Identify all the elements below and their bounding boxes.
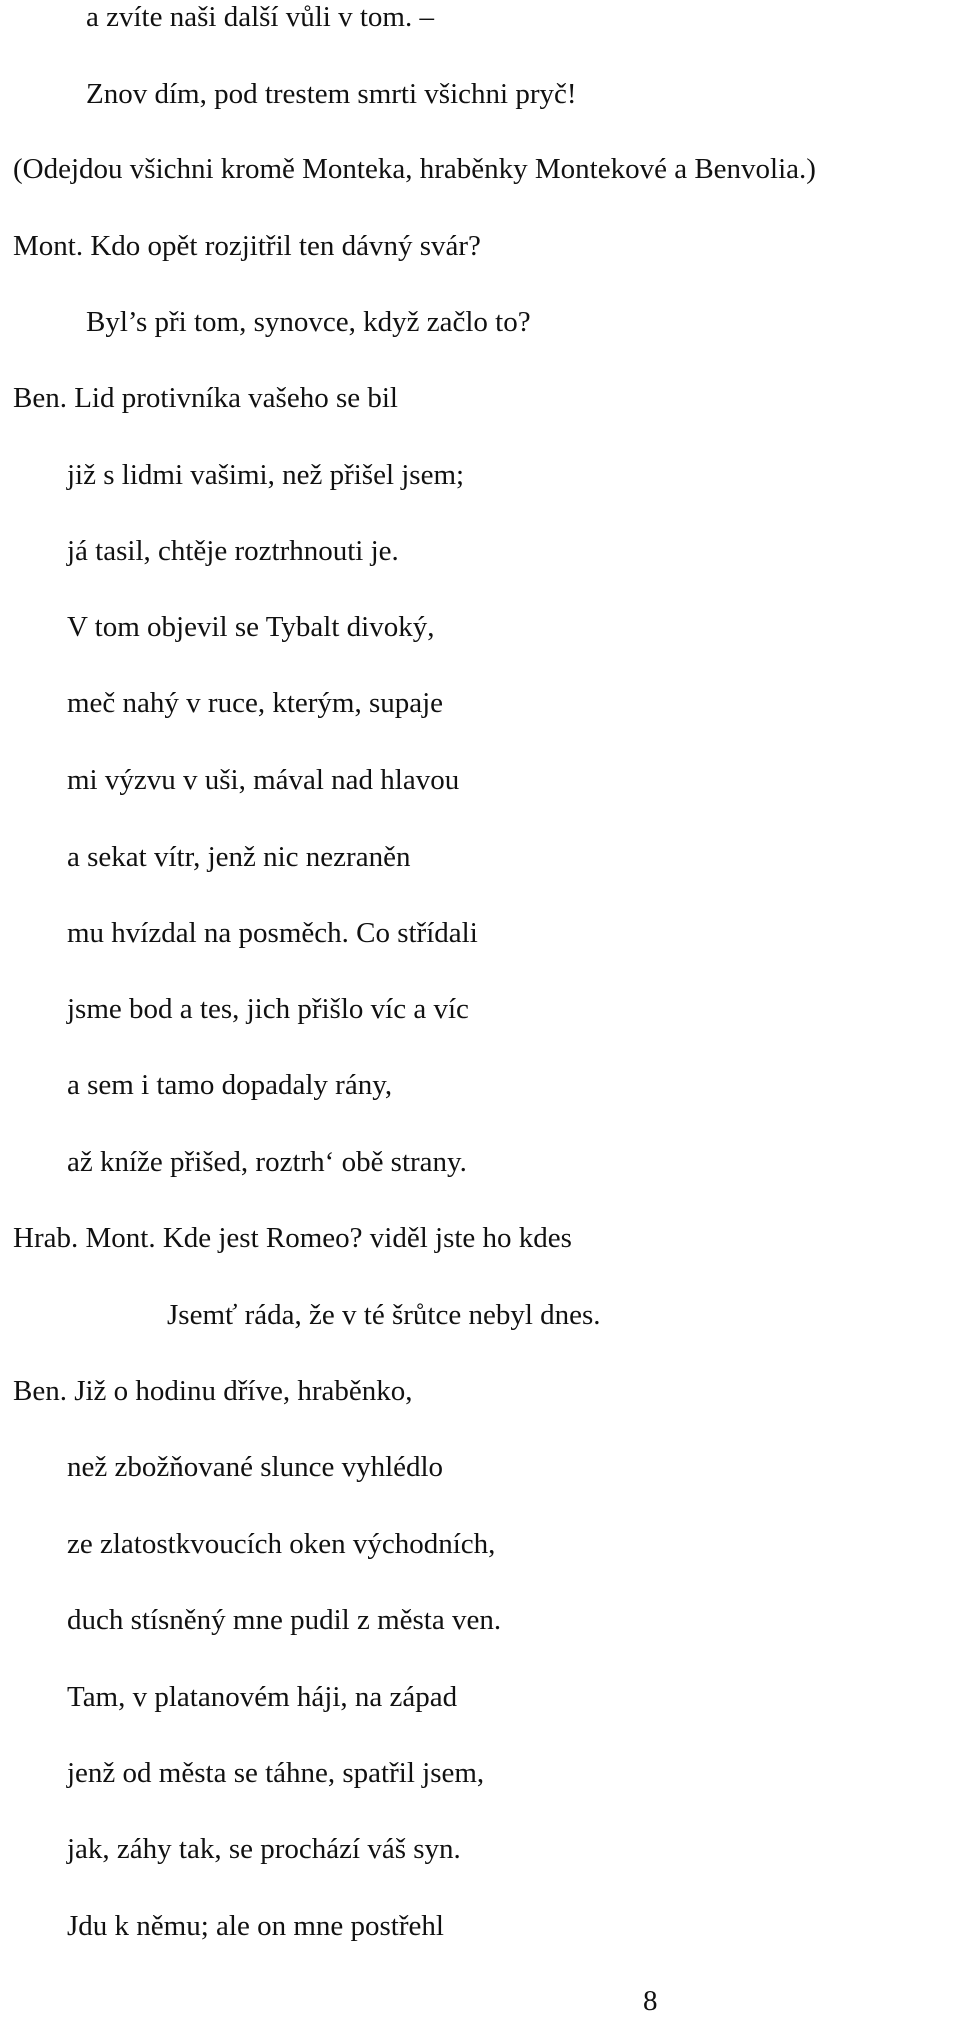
text-line: já tasil, chtěje roztrhnouti je. <box>67 535 399 567</box>
text-line: až kníže přišed, roztrh‘ obě strany. <box>67 1146 467 1178</box>
text-line: ze zlatostkvoucích oken východních, <box>67 1528 496 1560</box>
text-line: a sekat vítr, jenž nic nezraněn <box>67 841 411 873</box>
text-line: než zbožňované slunce vyhlédlo <box>67 1451 444 1483</box>
text-line: Mont. Kdo opět rozjitřil ten dávný svár? <box>13 230 481 262</box>
text-line: mi výzvu v uši, mával nad hlavou <box>67 764 460 796</box>
text-line: jak, záhy tak, se prochází váš syn. <box>67 1833 461 1865</box>
text-line: Znov dím, pod trestem smrti všichni pryč! <box>86 78 577 110</box>
text-line: Hrab. Mont. Kde jest Romeo? viděl jste ho kdes <box>13 1222 572 1254</box>
text-line: Ben. Již o hodinu dříve, hraběnko, <box>13 1375 413 1407</box>
text-line: jenž od města se táhne, spatřil jsem, <box>67 1757 485 1789</box>
text-line: již s lidmi vašimi, než přišel jsem; <box>67 459 465 491</box>
page-number: 8 <box>643 1985 658 2017</box>
text-line: Byl’s při tom, synovce, když začlo to? <box>86 306 531 338</box>
text-line: meč nahý v ruce, kterým, supaje <box>67 687 444 719</box>
text-line: V tom objevil se Tybalt divoký, <box>67 611 435 643</box>
text-line: Tam, v platanovém háji, na západ <box>67 1681 458 1713</box>
text-line: Jdu k němu; ale on mne postřehl <box>67 1910 444 1942</box>
text-line: a sem i tamo dopadaly rány, <box>67 1069 393 1101</box>
text-line: Jsemť ráda, že v té šrůtce nebyl dnes. <box>167 1299 601 1331</box>
text-line: Ben. Lid protivníka vašeho se bil <box>13 382 398 414</box>
text-line: mu hvízdal na posměch. Co střídali <box>67 917 478 949</box>
text-line: duch stísněný mne pudil z města ven. <box>67 1604 502 1636</box>
text-line: a zvíte naši další vůli v tom. – <box>86 1 434 33</box>
text-line: jsme bod a tes, jich přišlo víc a víc <box>67 993 469 1025</box>
text-line: (Odejdou všichni kromě Monteka, hraběnky Montekové a Benvolia.) <box>13 153 816 185</box>
